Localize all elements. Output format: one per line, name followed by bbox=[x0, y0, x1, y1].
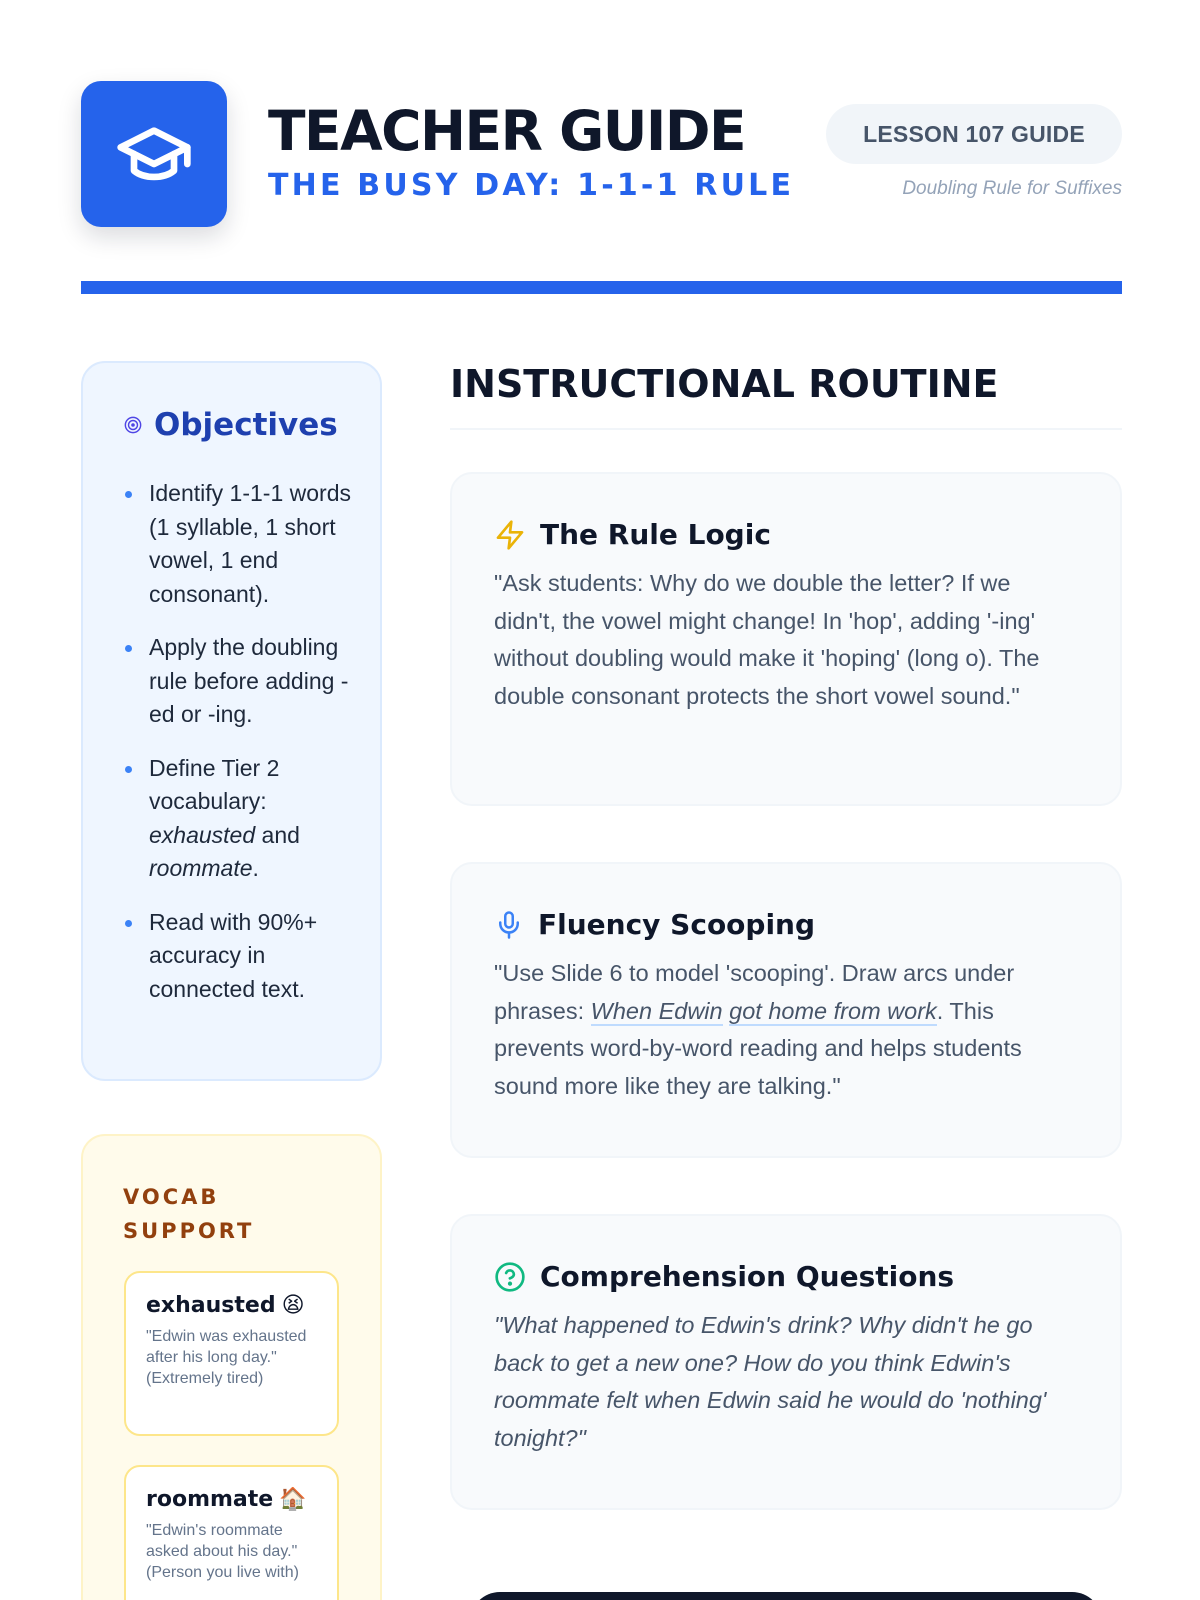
card-text: "What happened to Edwin's drink? Why didn't he go back to get a new one? How do you think Edwin's roommate felt when Edwin said he would do 'nothing' tonight?" bbox=[494, 1312, 1047, 1451]
vocab-definition: "Edwin was exhausted after his long day." (Extremely tired) bbox=[146, 1328, 307, 1387]
fluency-scooping-card bbox=[450, 862, 1122, 1158]
lesson-badge: LESSON 107 GUIDE bbox=[826, 104, 1122, 164]
bullet bbox=[125, 920, 132, 927]
card-text: "Ask students: Why do we double the letter? If we didn't, the vowel might change! In 'hop', adding '-ing' without doubling would make it 'hoping' (long o). The double consonant protects the short vowel sound." bbox=[494, 570, 1040, 709]
objective-item: Apply the doubling rule before adding -ed or -ing. bbox=[123, 631, 353, 732]
bullet bbox=[125, 645, 132, 652]
objectives-list bbox=[123, 477, 353, 1026]
objectives-header bbox=[124, 407, 338, 443]
vocab-word-card bbox=[124, 1271, 339, 1436]
card-title: The Rule Logic bbox=[540, 518, 771, 551]
card-title: Comprehension Questions bbox=[540, 1260, 955, 1293]
objective-item: Identify 1-1-1 words (1 syllable, 1 short vowel, 1 end consonant). bbox=[123, 477, 353, 611]
comprehension-questions-card bbox=[450, 1214, 1122, 1510]
target-icon bbox=[124, 416, 142, 434]
graduation-cap-icon bbox=[114, 114, 194, 194]
objectives-card bbox=[81, 361, 382, 1081]
header-divider bbox=[81, 281, 1122, 294]
scoop-phrase: When Edwin bbox=[590, 997, 723, 1024]
card-text: "Use Slide 6 to model 'scooping'. Draw arcs under phrases: When Edwin got home from work. This prevents word-by-word reading and helps students sound more like they are talking." bbox=[494, 960, 1022, 1099]
vocab-word: exhausted bbox=[146, 1293, 276, 1318]
bullet bbox=[125, 766, 132, 773]
vocab-word: roommate bbox=[146, 1487, 274, 1512]
microphone-icon bbox=[494, 909, 524, 941]
scoop-phrase: got home from work bbox=[729, 997, 937, 1024]
section-title: INSTRUCTIONAL ROUTINE bbox=[450, 362, 999, 406]
lesson-topic: Doubling Rule for Suffixes bbox=[902, 178, 1122, 199]
objective-item: Read with 90%+ accuracy in connected text. bbox=[123, 906, 353, 1007]
vocab-support-card bbox=[81, 1134, 382, 1600]
logo bbox=[81, 81, 227, 227]
house-icon: 🏠 bbox=[279, 1487, 307, 1512]
tired-face-icon: 😫 bbox=[281, 1293, 305, 1318]
bullet bbox=[125, 491, 132, 498]
question-circle-icon bbox=[494, 1261, 526, 1293]
objective-item: Define Tier 2 vocabulary: exhausted and roommate. bbox=[123, 752, 353, 886]
rule-logic-card bbox=[450, 472, 1122, 806]
objectives-title: Objectives bbox=[154, 407, 338, 443]
section-divider bbox=[450, 428, 1122, 430]
vocab-word-card bbox=[124, 1465, 339, 1600]
page-title: TEACHER GUIDE bbox=[268, 99, 746, 163]
bottom-callout bbox=[470, 1592, 1102, 1600]
vocab-support-title: VOCAB SUPPORT bbox=[123, 1185, 255, 1243]
lightning-icon bbox=[494, 519, 526, 551]
page-subtitle: THE BUSY DAY: 1-1-1 RULE bbox=[268, 168, 795, 203]
card-title: Fluency Scooping bbox=[538, 908, 816, 941]
vocab-definition: "Edwin's roommate asked about his day." (Person you live with) bbox=[146, 1522, 299, 1581]
